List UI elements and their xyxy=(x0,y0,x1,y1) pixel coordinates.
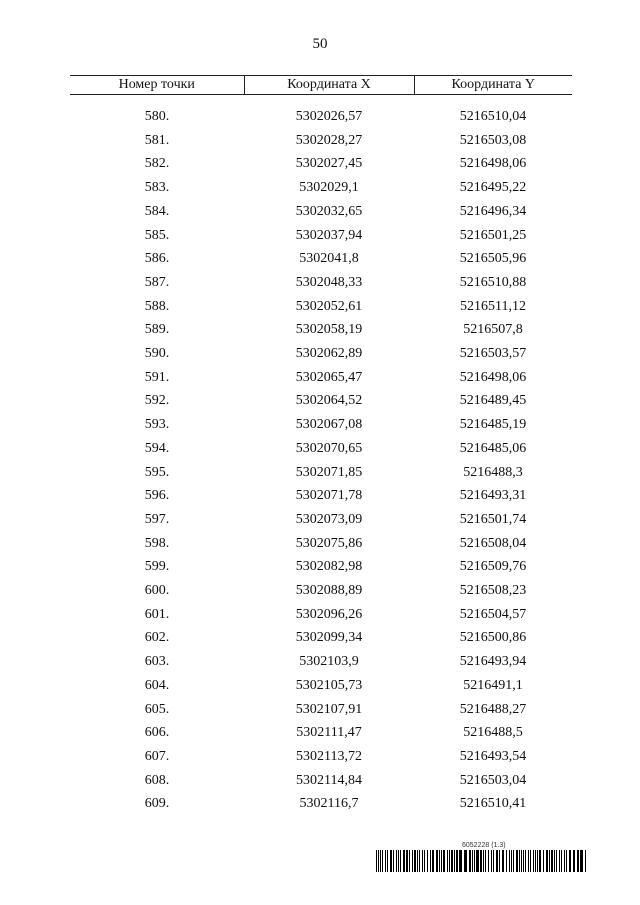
cell-coordinate-y: 5216510,88 xyxy=(459,274,527,290)
page-number: 50 xyxy=(312,36,328,52)
cell-coordinate-y: 5216488,3 xyxy=(463,464,523,480)
cell-point-number: 595. xyxy=(144,464,170,480)
cell-coordinate-x: 5302067,08 xyxy=(295,417,363,433)
cell-coordinate-y: 5216503,08 xyxy=(459,132,527,148)
table-row xyxy=(70,745,572,769)
table-row xyxy=(70,129,572,153)
table-row xyxy=(70,152,572,176)
cell-point-number: 600. xyxy=(144,583,170,599)
cell-coordinate-x: 5302073,09 xyxy=(295,511,363,527)
cell-coordinate-y: 5216500,86 xyxy=(459,630,527,646)
header-point-number: Номер точки xyxy=(70,76,244,95)
cell-coordinate-x: 5302107,91 xyxy=(295,701,363,717)
cell-point-number: 598. xyxy=(144,535,170,551)
header-coordinate-x: Координата X xyxy=(244,76,414,95)
table-row xyxy=(70,484,572,508)
cell-coordinate-x: 5302075,86 xyxy=(295,535,363,551)
cell-point-number: 608. xyxy=(144,772,170,788)
table-row xyxy=(70,295,572,319)
cell-point-number: 587. xyxy=(144,274,170,290)
cell-coordinate-x: 5302032,65 xyxy=(295,203,363,219)
table-row xyxy=(70,318,572,342)
table-row xyxy=(70,176,572,200)
cell-coordinate-x: 5302071,78 xyxy=(295,488,363,504)
cell-coordinate-y: 5216503,57 xyxy=(459,346,527,362)
table-row xyxy=(70,389,572,413)
cell-coordinate-y: 5216505,96 xyxy=(459,251,527,267)
document-stamp xyxy=(376,841,590,872)
cell-point-number: 589. xyxy=(144,322,170,338)
cell-point-number: 593. xyxy=(144,417,170,433)
cell-point-number: 592. xyxy=(144,393,170,409)
cell-coordinate-x: 5302071,85 xyxy=(295,464,363,480)
cell-point-number: 580. xyxy=(144,109,170,124)
cell-coordinate-x: 5302041,8 xyxy=(299,251,359,267)
cell-coordinate-x: 5302070,65 xyxy=(295,440,363,456)
cell-point-number: 588. xyxy=(144,298,170,314)
cell-point-number: 602. xyxy=(144,630,170,646)
cell-point-number: 599. xyxy=(144,559,170,575)
cell-coordinate-y: 5216498,06 xyxy=(459,369,527,385)
cell-point-number: 597. xyxy=(144,511,170,527)
table-row xyxy=(70,105,572,129)
cell-point-number: 591. xyxy=(144,369,170,385)
cell-point-number: 584. xyxy=(144,203,170,219)
barcode-icon xyxy=(376,850,590,872)
table-header-row xyxy=(70,76,572,95)
table-row xyxy=(70,650,572,674)
cell-coordinate-x: 5302103,9 xyxy=(299,654,359,670)
cell-coordinate-y: 5216496,34 xyxy=(459,203,527,219)
table-row xyxy=(70,626,572,650)
cell-coordinate-y: 5216493,94 xyxy=(459,654,527,670)
cell-point-number: 601. xyxy=(144,606,170,622)
table-row xyxy=(70,792,572,816)
table-row xyxy=(70,555,572,579)
cell-coordinate-y: 5216510,04 xyxy=(459,109,527,124)
cell-coordinate-y: 5216493,31 xyxy=(459,488,527,504)
cell-coordinate-y: 5216510,41 xyxy=(459,796,527,812)
cell-coordinate-y: 5216491,1 xyxy=(463,677,523,693)
cell-coordinate-y: 5216501,74 xyxy=(459,511,527,527)
table-row xyxy=(70,224,572,248)
table-row xyxy=(70,461,572,485)
table-row xyxy=(70,200,572,224)
cell-point-number: 594. xyxy=(144,440,170,456)
cell-coordinate-y: 5216485,19 xyxy=(459,417,527,433)
cell-point-number: 582. xyxy=(144,156,170,172)
table-row xyxy=(70,769,572,793)
cell-coordinate-y: 5216504,57 xyxy=(459,606,527,622)
table-row xyxy=(70,603,572,627)
cell-point-number: 586. xyxy=(144,251,170,267)
cell-coordinate-y: 5216508,04 xyxy=(459,535,527,551)
cell-coordinate-x: 5302026,57 xyxy=(295,109,363,124)
cell-point-number: 581. xyxy=(144,132,170,148)
cell-coordinate-x: 5302099,34 xyxy=(295,630,363,646)
cell-coordinate-y: 5216498,06 xyxy=(459,156,527,172)
cell-coordinate-x: 5302027,45 xyxy=(295,156,363,172)
table-row xyxy=(70,674,572,698)
cell-coordinate-x: 5302028,27 xyxy=(295,132,363,148)
cell-point-number: 606. xyxy=(144,725,170,741)
cell-coordinate-x: 5302062,89 xyxy=(295,346,363,362)
table-body xyxy=(70,95,572,817)
cell-coordinate-x: 5302065,47 xyxy=(295,369,363,385)
table-row xyxy=(70,698,572,722)
table-row xyxy=(70,271,572,295)
cell-coordinate-x: 5302029,1 xyxy=(299,180,359,196)
cell-point-number: 609. xyxy=(144,796,170,812)
cell-coordinate-y: 5216488,5 xyxy=(463,725,523,741)
cell-point-number: 605. xyxy=(144,701,170,717)
cell-coordinate-y: 5216511,12 xyxy=(460,298,526,314)
cell-coordinate-y: 5216501,25 xyxy=(459,227,527,243)
header-coordinate-y: Координата Y xyxy=(414,76,572,95)
cell-coordinate-x: 5302064,52 xyxy=(295,393,363,409)
coordinates-table xyxy=(70,75,572,816)
cell-coordinate-y: 5216489,45 xyxy=(459,393,527,409)
cell-coordinate-x: 5302048,33 xyxy=(295,274,363,290)
cell-coordinate-x: 5302114,84 xyxy=(296,772,362,788)
table-row xyxy=(70,413,572,437)
cell-coordinate-y: 5216493,54 xyxy=(459,748,527,764)
table-row xyxy=(70,508,572,532)
cell-coordinate-x: 5302096,26 xyxy=(295,606,363,622)
cell-point-number: 603. xyxy=(144,654,170,670)
cell-coordinate-x: 5302082,98 xyxy=(295,559,363,575)
cell-coordinate-y: 5216495,22 xyxy=(459,180,527,196)
cell-point-number: 583. xyxy=(144,180,170,196)
cell-coordinate-y: 5216507,8 xyxy=(463,322,523,338)
cell-coordinate-x: 5302052,61 xyxy=(295,298,363,314)
cell-coordinate-x: 5302037,94 xyxy=(295,227,363,243)
table-row xyxy=(70,579,572,603)
cell-coordinate-y: 5216485,06 xyxy=(459,440,527,456)
cell-coordinate-y: 5216509,76 xyxy=(459,559,527,575)
cell-point-number: 604. xyxy=(144,677,170,693)
cell-coordinate-x: 5302111,47 xyxy=(296,725,362,741)
table-row xyxy=(70,247,572,271)
cell-point-number: 596. xyxy=(144,488,170,504)
cell-coordinate-x: 5302105,73 xyxy=(295,677,363,693)
table-row xyxy=(70,532,572,556)
cell-point-number: 590. xyxy=(144,346,170,362)
cell-coordinate-y: 5216508,23 xyxy=(459,583,527,599)
cell-coordinate-x: 5302116,7 xyxy=(299,796,359,812)
table-row xyxy=(70,342,572,366)
stamp-code: 6052228 (1.3) xyxy=(462,842,506,849)
table-row xyxy=(70,366,572,390)
cell-coordinate-x: 5302088,89 xyxy=(295,583,363,599)
cell-coordinate-x: 5302113,72 xyxy=(296,748,362,764)
table-row xyxy=(70,721,572,745)
cell-coordinate-y: 5216503,04 xyxy=(459,772,527,788)
cell-point-number: 585. xyxy=(144,227,170,243)
cell-point-number: 607. xyxy=(144,748,170,764)
cell-coordinate-y: 5216488,27 xyxy=(459,701,527,717)
cell-coordinate-x: 5302058,19 xyxy=(295,322,363,338)
table-row xyxy=(70,437,572,461)
